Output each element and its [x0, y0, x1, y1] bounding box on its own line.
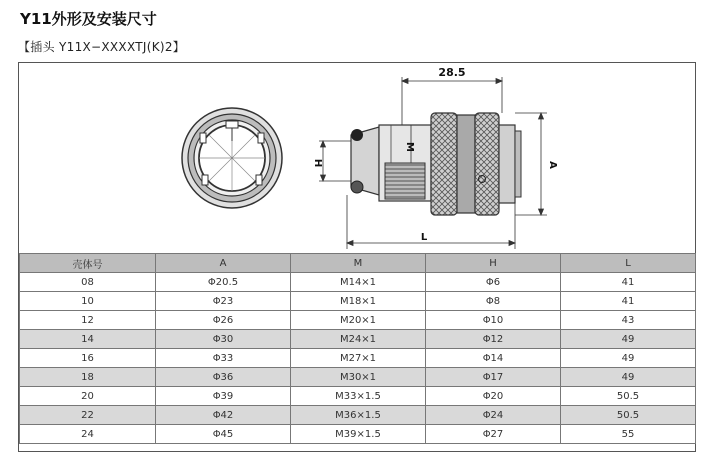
dim-label-m: M — [404, 142, 415, 152]
table-row — [20, 406, 696, 425]
cell-a: Φ20.5 — [156, 273, 291, 292]
table-row — [20, 330, 696, 349]
cell-shell: 20 — [20, 387, 156, 406]
cell-l: 49 — [561, 368, 696, 387]
cell-m: M14×1 — [291, 273, 426, 292]
cell-shell: 10 — [20, 292, 156, 311]
side-view — [351, 113, 521, 215]
cell-m: M20×1 — [291, 311, 426, 330]
cell-l: 43 — [561, 311, 696, 330]
front-view — [182, 108, 282, 208]
dim-label-28-5: 28.5 — [438, 66, 466, 79]
spec-sheet — [18, 62, 696, 452]
cell-l: 50.5 — [561, 406, 696, 425]
page-title: Y11外形及安装尺寸 — [20, 10, 157, 28]
cell-l: 41 — [561, 273, 696, 292]
table-row — [20, 311, 696, 330]
cell-l: 49 — [561, 330, 696, 349]
cell-h: Φ17 — [426, 368, 561, 387]
cell-h: Φ24 — [426, 406, 561, 425]
part-number-subtitle: 【插头 Y11X−XXXXTJ(K)2】 — [18, 40, 186, 54]
cell-m: M36×1.5 — [291, 406, 426, 425]
cell-a: Φ33 — [156, 349, 291, 368]
cell-a: Φ45 — [156, 425, 291, 444]
cell-h: Φ20 — [426, 387, 561, 406]
cell-m: M24×1 — [291, 330, 426, 349]
cell-a: Φ39 — [156, 387, 291, 406]
header-a: A — [156, 254, 291, 273]
cell-h: Φ12 — [426, 330, 561, 349]
cell-m: M39×1.5 — [291, 425, 426, 444]
cell-shell: 08 — [20, 273, 156, 292]
cell-h: Φ27 — [426, 425, 561, 444]
table-row — [20, 349, 696, 368]
dim-label-a: A — [547, 161, 558, 169]
header-m: M — [291, 254, 426, 273]
table-row — [20, 273, 696, 292]
table-row — [20, 368, 696, 387]
cell-h: Φ6 — [426, 273, 561, 292]
cell-shell: 16 — [20, 349, 156, 368]
cell-h: Φ10 — [426, 311, 561, 330]
cell-m: M30×1 — [291, 368, 426, 387]
cell-a: Φ23 — [156, 292, 291, 311]
table-row — [20, 425, 696, 444]
cell-h: Φ8 — [426, 292, 561, 311]
cell-a: Φ42 — [156, 406, 291, 425]
cell-a: Φ36 — [156, 368, 291, 387]
cell-m: M33×1.5 — [291, 387, 426, 406]
cell-l: 50.5 — [561, 387, 696, 406]
cell-shell: 24 — [20, 425, 156, 444]
dim-label-l: L — [420, 232, 428, 243]
cell-h: Φ14 — [426, 349, 561, 368]
dimension-table — [19, 253, 696, 444]
cell-l: 41 — [561, 292, 696, 311]
header-shell-size: 壳体号 — [20, 254, 156, 273]
connector-drawing — [19, 63, 695, 253]
table-header-row — [20, 254, 696, 273]
cell-shell: 18 — [20, 368, 156, 387]
table-row — [20, 292, 696, 311]
cell-shell: 14 — [20, 330, 156, 349]
cell-l: 55 — [561, 425, 696, 444]
cell-m: M18×1 — [291, 292, 426, 311]
cell-a: Φ26 — [156, 311, 291, 330]
dim-label-h: H — [312, 158, 323, 168]
cell-m: M27×1 — [291, 349, 426, 368]
table-row — [20, 387, 696, 406]
cell-shell: 12 — [20, 311, 156, 330]
cell-l: 49 — [561, 349, 696, 368]
cell-shell: 22 — [20, 406, 156, 425]
header-l: L — [561, 254, 696, 273]
cell-a: Φ30 — [156, 330, 291, 349]
header-h: H — [426, 254, 561, 273]
